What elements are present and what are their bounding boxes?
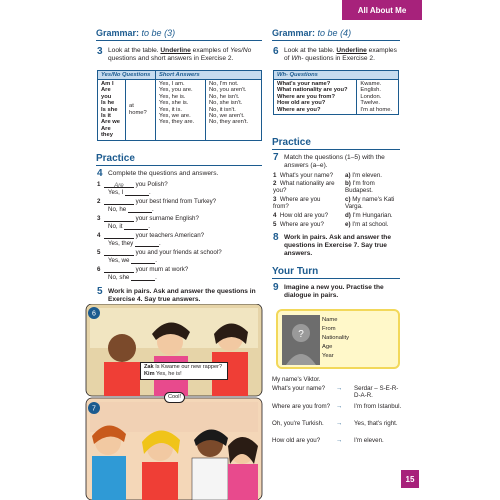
list-item: 3 Where are you from? [273, 196, 321, 210]
heading-rule [96, 40, 262, 41]
heading-rule [96, 165, 262, 166]
list-item: No, he . [108, 206, 154, 213]
dialogue-answer: Serdar – S-E-R-D-A-R. [354, 385, 399, 399]
exercise-6-instructions: Look at the table. Underline examples of Wh- questions in Exercise 2. [284, 47, 397, 62]
exercise-7-instructions: Match the questions (1–5) with the answers (a–e). [284, 154, 385, 169]
list-item: Yes, we . [108, 257, 157, 264]
heading-rule [272, 149, 400, 150]
list-item: 3 your surname English? [97, 215, 199, 222]
card-fields [322, 316, 349, 361]
your-turn-heading: Your Turn [272, 266, 319, 277]
list-item: 5 you and your friends at school? [97, 249, 222, 256]
card-field-label: Nationality [322, 335, 350, 341]
list-item: 4 How old are you? [273, 212, 329, 219]
table-header: Wh- Questions [274, 71, 399, 80]
answer-blank[interactable] [131, 275, 155, 281]
card-field-label: Name [322, 317, 338, 323]
exercise-3-instructions: Look at the table. Underline examples of Yes/No questions and short answers in Exercise 2. [108, 47, 252, 62]
exercise-5-instructions: Work in pairs. Ask and answer the questions in Exercise 4. Say true answers. [108, 288, 256, 303]
exercise-number: 7 [273, 152, 279, 163]
panel-number: 7 [92, 405, 96, 413]
list-item: a) I'm eleven. [345, 172, 382, 179]
practice-heading: Practice [96, 153, 135, 164]
answer-column: Kwame. English. London. Twelve. I'm at home. [357, 80, 399, 115]
dialogue-answer: I'm eleven. [354, 437, 384, 444]
dialogue-intro: My name's Viktor. [272, 376, 321, 383]
exercise-number: 8 [273, 232, 279, 243]
yes-answers-column: Yes, I am. Yes, you are. Yes, he is. Yes, she is. Yes, it is. Yes, we are. Yes, they are. [156, 80, 206, 141]
dialogue-answer: Yes, that's right. [354, 420, 398, 427]
question-middle: at home? [126, 80, 156, 141]
person-silhouette-icon [282, 315, 320, 365]
answer-blank[interactable] [104, 250, 134, 256]
list-item: No, she . [108, 274, 157, 281]
grammar-heading-left [96, 28, 175, 38]
answer-blank[interactable] [104, 233, 134, 239]
list-item: 1 What's your name? [273, 172, 334, 179]
exercise-9-instructions: Imagine a new you. Practise the dialogue in pairs. [284, 284, 384, 299]
character-head [108, 334, 136, 362]
grammar-heading-right [272, 28, 351, 38]
answer-blank[interactable] [104, 199, 134, 205]
answer-blank[interactable] [128, 207, 152, 213]
list-item: No, it . [108, 223, 150, 230]
question-mark: ? [298, 329, 304, 340]
speech-bubble: Cool! [164, 392, 185, 403]
list-item: 2 What nationality are you? [273, 180, 335, 194]
list-item: 5 Where are you? [273, 221, 324, 228]
exercise-number: 4 [97, 168, 103, 179]
answer-blank[interactable] [131, 258, 155, 264]
card-field-label: Age [322, 344, 333, 350]
list-item: Yes, I . [108, 189, 151, 196]
arrow-icon: → [336, 385, 343, 392]
answer-blank[interactable] [125, 190, 149, 196]
photo-placeholder [282, 315, 320, 365]
arrow-icon: → [336, 437, 343, 444]
grammar-title: Grammar: [272, 28, 316, 38]
list-item: 1 Are you Polish? [97, 181, 168, 189]
list-item: 6 your mum at work? [97, 266, 189, 273]
card-field-label: From [322, 326, 336, 332]
card-field-label: Year [322, 353, 334, 359]
answer-blank[interactable]: Are [104, 182, 134, 188]
exercise-number: 3 [97, 46, 103, 57]
answer-blank[interactable] [104, 267, 134, 273]
heading-rule [272, 278, 400, 279]
exercise-4-instructions: Complete the questions and answers. [108, 170, 219, 177]
list-item: d) I'm Hungarian. [345, 212, 393, 219]
arrow-icon: → [336, 420, 343, 427]
list-item: b) I'm from Budapest. [345, 180, 375, 194]
dialogue-answer: I'm from Istanbul. [354, 403, 402, 410]
table-header: Short Answers [156, 71, 262, 80]
exercise-number: 6 [273, 46, 279, 57]
panel-number: 6 [92, 310, 96, 318]
list-item: c) My name's Kati Varga. [345, 196, 395, 210]
question-column: What's your name? What nationality are you? Where are you from? How old are you? Where are you? [274, 80, 357, 115]
grammar-title: Grammar: [96, 28, 140, 38]
yes-no-grammar-table [97, 70, 262, 141]
grammar-topic: to be (4) [317, 28, 352, 38]
question-column: Am I Are you Is he Is she Is it Are we Are they [98, 80, 126, 141]
answer-blank[interactable] [104, 216, 134, 222]
dialogue-question: What's your name? [272, 385, 326, 392]
dialogue-question: Where are you from? [272, 403, 331, 410]
exercise-8-instructions: Work in pairs. Ask and answer the questions in Exercise 7. Say true answers. [284, 234, 391, 257]
heading-rule [272, 40, 400, 41]
no-answers-column: No, I'm not. No, you aren't. No, he isn't. No, she isn't. No, it isn't. No, we aren't. No, they aren't. [206, 80, 262, 141]
id-card [276, 309, 400, 369]
exercise-number: 5 [97, 286, 103, 297]
exercise-number: 9 [273, 282, 279, 293]
practice-heading: Practice [272, 137, 311, 148]
wh-grammar-table [273, 70, 399, 115]
page-number: 15 [401, 470, 419, 488]
dialogue-question: How old are you? [272, 437, 321, 444]
answer-blank[interactable] [135, 241, 159, 247]
arrow-icon: → [336, 403, 343, 410]
list-item: 2 your best friend from Turkey? [97, 198, 217, 205]
answer-blank[interactable] [124, 224, 148, 230]
speech-bubble: Zak Is Kwame our new rapper? Kim Yes, he is! [140, 362, 228, 380]
list-item: 4 your teachers American? [97, 232, 205, 239]
dialogue-question: Oh, you're Turkish. [272, 420, 324, 427]
list-item: Yes, they . [108, 240, 161, 247]
list-item: e) I'm at school. [345, 221, 389, 228]
section-banner: All About Me [342, 0, 422, 20]
grammar-topic: to be (3) [141, 28, 176, 38]
table-header: Yes/No Questions [98, 71, 156, 80]
